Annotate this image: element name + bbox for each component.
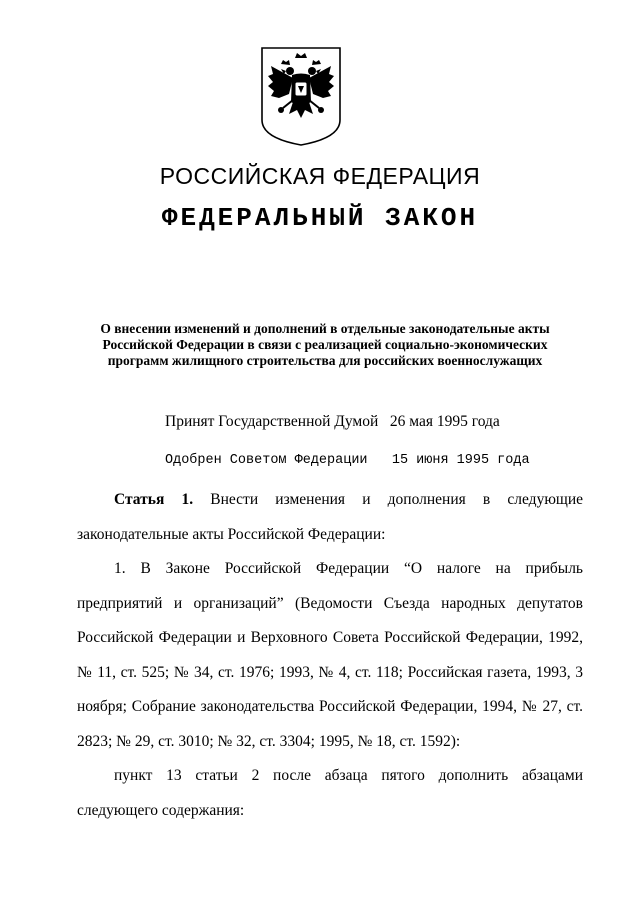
article-label: Статья 1. [114, 491, 194, 508]
item-1-point-paragraph: пункт 13 статьи 2 после абзаца пятого дополнить абзацами следующего содержания: [77, 767, 583, 819]
document-type-title: ФЕДЕРАЛЬНЫЙ ЗАКОН [161, 203, 479, 233]
coat-of-arms-icon [259, 44, 343, 148]
article-1-paragraph [77, 483, 583, 552]
law-body [77, 483, 583, 828]
adopted-date: 26 мая 1995 года [389, 413, 500, 430]
country-title: РОССИЙСКАЯ ФЕДЕРАЦИЯ [159, 163, 481, 189]
article-text: Внести изменения и дополнения в следующие законодательные акты Российской Федерации: [77, 491, 584, 543]
adopted-label: Принят Государственной Думой [165, 413, 379, 430]
approved-label: Одобрен Советом Федерации [165, 453, 368, 468]
approved-date: 15 июня 1995 года [391, 453, 530, 468]
item-1-paragraph: 1. В Законе Российской Федерации “О налоге на прибыль предприятий и организаций” (Ведомости Съезда народных депутатов Российской Федерации и Верховного Совета Российской Федерации, 1992, № 11, ст. 525; № 34, ст. 1976; 1993, № 4, ст. 118; Российская газета, 1993, 3 ноября; Собрание законодательства Российской Федерации, 1994, № 27, ст. 2823; № 29, ст. 3010; № 32, ст. 3304; 1995, № 18, ст. 1592): [77, 560, 583, 750]
law-subject-title: О внесении изменений и дополнений в отдельные законодательные акты Российской Федерации в связи с реализацией социально-экономических программ жилищного строительства для российских военнослужащих [100, 321, 550, 368]
approved-line [165, 451, 530, 471]
adopted-line [165, 412, 500, 432]
